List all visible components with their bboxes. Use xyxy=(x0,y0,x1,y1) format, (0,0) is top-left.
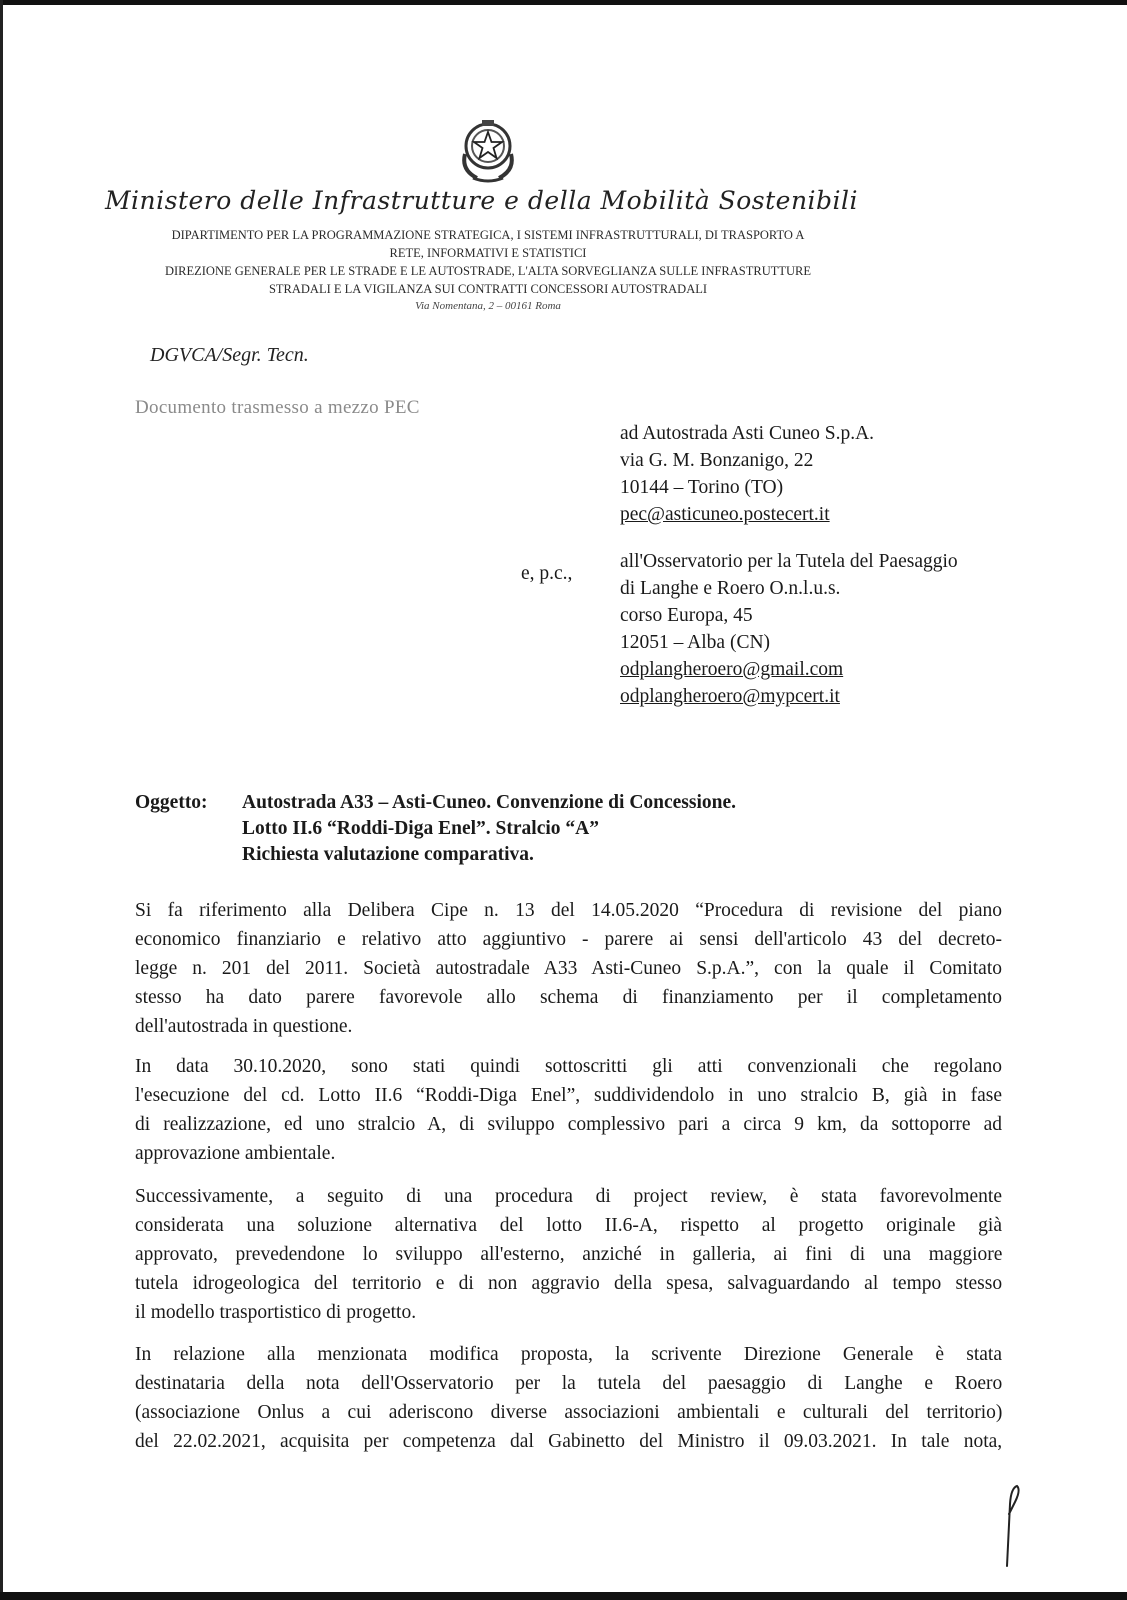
subject-label: Oggetto: xyxy=(135,792,208,813)
subject-line: Richiesta valutazione comparativa. xyxy=(242,844,534,865)
scan-edge-left xyxy=(0,0,3,1600)
paragraph-line: considerata una soluzione alternativa del lotto II.6-A, rispetto al progetto originale già xyxy=(135,1215,1002,1236)
recipient-line: via G. M. Bonzanigo, 22 xyxy=(620,450,814,471)
paragraph-4 xyxy=(135,1340,1002,1456)
paragraph-3 xyxy=(135,1182,1002,1327)
paragraph-2 xyxy=(135,1052,1002,1168)
paragraph-line: di realizzazione, ed uno stralcio A, di sviluppo complessivo pari a circa 9 km, da sottoporre ad xyxy=(135,1114,1002,1135)
scan-edge-bottom xyxy=(0,1592,1127,1600)
recipient-email-link[interactable]: pec@asticuneo.postecert.it xyxy=(620,504,830,525)
paragraph-line: (associazione Onlus a cui aderiscono diverse associazioni ambientali e culturali del territorio) xyxy=(135,1402,1003,1423)
cc-line: di Langhe e Roero O.n.l.u.s. xyxy=(620,578,841,599)
paragraph-line: destinataria della nota dell'Osservatorio per la tutela del paesaggio di Langhe e Roero xyxy=(135,1373,1003,1394)
italian-republic-emblem-icon xyxy=(455,114,521,186)
paragraph-line: approvato, prevedendone lo sviluppo all'esterno, anziché in galleria, ai fini di una maggiore xyxy=(135,1244,1003,1265)
subject-line: Autostrada A33 – Asti-Cuneo. Convenzione di Concessione. xyxy=(242,792,737,813)
cc-line: 12051 – Alba (CN) xyxy=(620,632,771,653)
department-line: RETE, INFORMATIVI E STATISTICI xyxy=(389,246,587,260)
paragraph-line: In data 30.10.2020, sono stati quindi sottoscritti gli atti convenzionali che regolano xyxy=(135,1056,1002,1077)
paragraph-line: approvazione ambientale. xyxy=(135,1143,336,1164)
paragraph-line: tutela idrogeologica del territorio e di non aggravio della spesa, salvaguardando al tempo stesso xyxy=(135,1273,1003,1294)
paragraph-1 xyxy=(135,896,1002,1041)
department-line: DIPARTIMENTO PER LA PROGRAMMAZIONE STRATEGICA, I SISTEMI INFRASTRUTTURALI, DI TRASPORTO A xyxy=(171,228,805,242)
cc-line: all'Osservatorio per la Tutela del Paesaggio xyxy=(620,551,958,572)
cc-line: corso Europa, 45 xyxy=(620,605,753,626)
recipient-block xyxy=(620,420,874,528)
department-line: DIREZIONE GENERALE PER LE STRADE E LE AUTOSTRADE, L'ALTA SORVEGLIANZA SULLE INFRASTRUTTURE xyxy=(164,264,812,278)
handwritten-initial-mark xyxy=(993,1480,1023,1570)
paragraph-line: economico finanziario e relativo atto aggiuntivo - parere ai sensi dell'articolo 43 del decreto- xyxy=(135,929,1003,950)
pec-note: Documento trasmesso a mezzo PEC xyxy=(135,397,420,418)
paragraph-line: legge n. 201 del 2011. Società autostradale A33 Asti-Cuneo S.p.A.”, con la quale il Comitato xyxy=(135,958,1002,979)
cc-recipient-block xyxy=(620,548,958,710)
cc-label: e, p.c., xyxy=(521,563,573,584)
paragraph-line: il modello trasportistico di progetto. xyxy=(135,1302,417,1323)
department-header xyxy=(120,226,856,298)
paragraph-line: del 22.02.2021, acquisita per competenza dal Gabinetto del Ministro il 09.03.2021. In tale nota, xyxy=(135,1431,1003,1452)
recipient-line: 10144 – Torino (TO) xyxy=(620,477,784,498)
paragraph-line: l'esecuzione del cd. Lotto II.6 “Roddi-Diga Enel”, suddividendolo in uno stralcio B, già in fase xyxy=(135,1085,1002,1106)
paragraph-line: In relazione alla menzionata modifica proposta, la scrivente Direzione Generale è stata xyxy=(135,1344,1002,1365)
cc-email-link[interactable]: odplangheroero@mypcert.it xyxy=(620,686,840,707)
protocol-reference: DGVCA/Segr. Tecn. xyxy=(150,344,309,366)
ministry-title: Ministero delle Infrastrutture e della Mobilità Sostenibili xyxy=(104,186,859,215)
paragraph-line: Si fa riferimento alla Delibera Cipe n. 13 del 14.05.2020 “Procedura di revisione del piano xyxy=(135,900,1002,921)
paragraph-line: stesso ha dato parere favorevole allo schema di finanziamento per il completamento xyxy=(135,987,1002,1008)
cc-email-link[interactable]: odplangheroero@gmail.com xyxy=(620,659,844,680)
paragraph-line: Successivamente, a seguito di una procedura di project review, è stata favorevolmente xyxy=(135,1186,1002,1207)
scan-edge-top xyxy=(0,0,1127,5)
department-line: STRADALI E LA VIGILANZA SUI CONTRATTI CONCESSORI AUTOSTRADALI xyxy=(268,282,708,296)
recipient-line: ad Autostrada Asti Cuneo S.p.A. xyxy=(620,423,875,444)
ministry-address: Via Nomentana, 2 – 00161 Roma xyxy=(415,300,561,312)
subject-line: Lotto II.6 “Roddi-Diga Enel”. Stralcio “A” xyxy=(242,818,599,839)
subject-text xyxy=(242,790,736,868)
paragraph-line: dell'autostrada in questione. xyxy=(135,1016,353,1037)
